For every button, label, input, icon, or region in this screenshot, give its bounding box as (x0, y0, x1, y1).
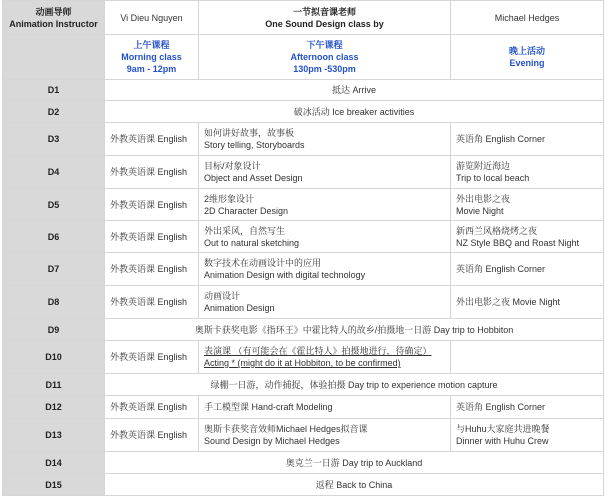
day-label: D8 (3, 286, 105, 319)
afternoon-cn: 数字技术在动画设计中的应用 (204, 258, 322, 268)
day-label: D11 (3, 374, 105, 396)
day-label: D6 (3, 221, 105, 253)
day-label: D15 (3, 474, 105, 496)
afternoon-en: Animation Design with digital technology (204, 270, 366, 280)
day-label: D9 (3, 319, 105, 341)
morning-en: Morning class (121, 52, 182, 62)
evening-cn: 与Huhu大家庭共进晚餐 (456, 424, 550, 434)
afternoon-cn: 目标/对象设计 (204, 161, 261, 171)
evening-cn: 游览附近海边 (456, 161, 511, 171)
afternoon-teacher-cn: 一节拟音课老师 (292, 6, 356, 17)
day-label: D2 (3, 101, 105, 123)
afternoon-activity: 手工模型课 Hand-craft Modeling (199, 396, 451, 419)
afternoon-en: Sound Design by Michael Hedges (204, 436, 340, 446)
instructor-header (3, 1, 105, 35)
table-row (3, 156, 604, 189)
evening-activity: 外出电影之夜 Movie Night (451, 286, 604, 319)
afternoon-activity (199, 123, 451, 156)
table-row (3, 221, 604, 253)
evening-cn: 新西兰风格烧烤之夜 (456, 225, 538, 236)
table-row (3, 189, 604, 221)
table-row (3, 319, 604, 341)
afternoon-time: 130pm -530pm (293, 64, 356, 74)
instructor-cn: 动画导师 (35, 6, 72, 17)
day-label: D12 (3, 396, 105, 419)
afternoon-activity (199, 189, 451, 221)
morning-activity: 外教英语课 English (105, 156, 199, 189)
session-row-label (3, 35, 105, 80)
morning-time: 9am - 12pm (126, 64, 177, 74)
evening-en: NZ Style BBQ and Roast Night (456, 237, 580, 248)
evening-cn: 外出电影之夜 (456, 193, 511, 204)
table-row (3, 396, 604, 419)
afternoon-cn: 表演课 （有可能会在《霍比特人》拍摄地进行，待确定） (204, 346, 432, 356)
table-row (3, 341, 604, 374)
afternoon-en: Afternoon class (290, 52, 359, 62)
table-row (3, 80, 604, 101)
morning-session (105, 35, 199, 80)
morning-activity: 外教英语课 English (105, 221, 199, 253)
session-row (3, 35, 604, 80)
evening-activity (451, 221, 604, 253)
header-row (3, 1, 604, 35)
afternoon-cn: 动画设计 (204, 291, 241, 301)
evening-activity (451, 341, 604, 374)
evening-teacher: Michael Hedges (451, 1, 604, 35)
morning-cn: 上午课程 (133, 40, 170, 50)
evening-cn: 晚上活动 (508, 46, 545, 56)
full-day-activity: 奥斯卡获奖电影《指环王》中霍比特人的故乡/拍摄地一日游 Day trip to Hobbiton (105, 319, 604, 341)
afternoon-session (199, 35, 451, 80)
afternoon-activity (199, 341, 451, 374)
evening-en: Movie Night (456, 205, 504, 216)
day-label: D10 (3, 341, 105, 374)
afternoon-cn: 下午课程 (306, 40, 343, 50)
afternoon-teacher (199, 1, 451, 35)
day-label: D3 (3, 123, 105, 156)
day-label: D13 (3, 419, 105, 452)
afternoon-activity (199, 253, 451, 286)
table-row (3, 101, 604, 123)
evening-activity: 英语角 English Corner (451, 396, 604, 419)
afternoon-activity (199, 286, 451, 319)
afternoon-en: Out to natural sketching (204, 237, 300, 248)
evening-activity: 英语角 English Corner (451, 253, 604, 286)
afternoon-en: 2D Character Design (204, 205, 289, 216)
morning-activity: 外教英语课 English (105, 123, 199, 156)
table-row (3, 286, 604, 319)
evening-en: Trip to local beach (456, 173, 530, 183)
evening-session (451, 35, 604, 80)
afternoon-cn: 奥斯卡获奖音效师Michael Hedges拟音课 (204, 424, 368, 434)
day-label: D5 (3, 189, 105, 221)
afternoon-activity (199, 221, 451, 253)
full-day-activity: 破冰活动 Ice breaker activities (105, 101, 604, 123)
morning-activity: 外教英语课 English (105, 396, 199, 419)
table-row (3, 253, 604, 286)
afternoon-en: Story telling, Storyboards (204, 140, 305, 150)
afternoon-cn: 2维形象设计 (204, 193, 255, 204)
morning-activity: 外教英语课 English (105, 419, 199, 452)
evening-activity (451, 156, 604, 189)
afternoon-en: Animation Design (204, 303, 275, 313)
full-day-activity: 抵达 Arrive (105, 80, 604, 101)
day-label: D4 (3, 156, 105, 189)
table-row (3, 123, 604, 156)
afternoon-en: Acting * (might do it at Hobbiton, to be confirmed) (204, 358, 401, 368)
morning-activity: 外教英语课 English (105, 341, 199, 374)
morning-activity: 外教英语课 English (105, 189, 199, 221)
table-row (3, 374, 604, 396)
evening-activity: 英语角 English Corner (451, 123, 604, 156)
schedule-table (2, 0, 604, 496)
day-label: D14 (3, 452, 105, 474)
afternoon-activity (199, 156, 451, 189)
afternoon-teacher-en: One Sound Design class by (265, 18, 384, 29)
full-day-activity: 绿棚一日游，动作捕捉，体验拍摄 Day trip to experience motion capture (105, 374, 604, 396)
morning-activity: 外教英语课 English (105, 286, 199, 319)
table-row (3, 474, 604, 496)
full-day-activity: 返程 Back to China (105, 474, 604, 496)
table-row (3, 452, 604, 474)
instructor-en: Animation Instructor (9, 18, 98, 29)
afternoon-activity (199, 419, 451, 452)
evening-activity (451, 419, 604, 452)
full-day-activity: 奥克兰一日游 Day trip to Auckland (105, 452, 604, 474)
morning-teacher: Vi Dieu Nguyen (105, 1, 199, 35)
afternoon-cn: 如何讲好故事，故事板 (204, 128, 295, 138)
day-label: D1 (3, 80, 105, 101)
evening-activity (451, 189, 604, 221)
table-row (3, 419, 604, 452)
morning-activity: 外教英语课 English (105, 253, 199, 286)
day-label: D7 (3, 253, 105, 286)
afternoon-cn: 外出采风，自然写生 (204, 225, 286, 236)
afternoon-en: Object and Asset Design (204, 173, 303, 183)
evening-en: Dinner with Huhu Crew (456, 436, 549, 446)
evening-en: Evening (509, 58, 545, 68)
